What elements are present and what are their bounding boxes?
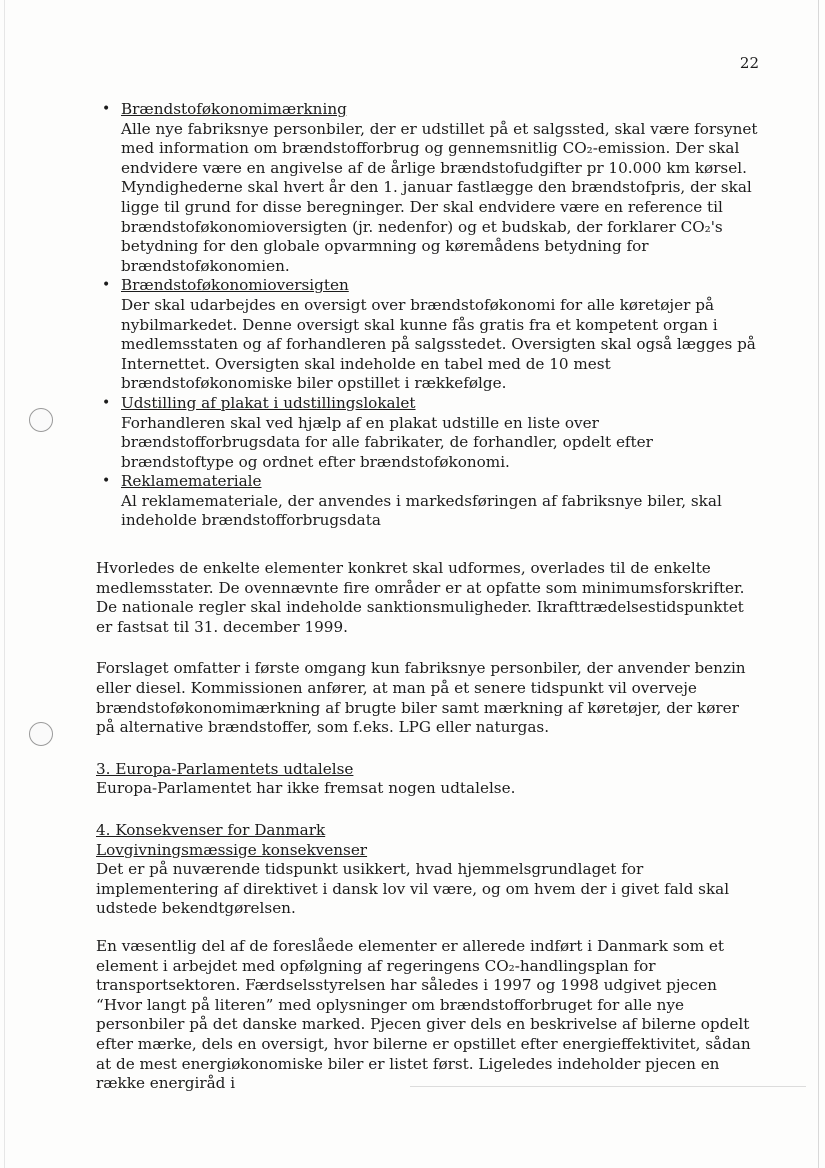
page-number: 22 (739, 54, 759, 72)
section-4 (96, 821, 760, 1094)
list-item (96, 100, 760, 276)
section-3 (96, 760, 760, 799)
bullet-icon: • (102, 277, 111, 294)
punch-hole-icon (29, 722, 53, 746)
section-heading: 3. Europa-Parlamentets udtalelse (96, 759, 354, 778)
bullet-body: Forhandleren skal ved hjælp af en plakat udstille en liste over brændstofforbrugsdata for alle fabrikater, de forhandler, opdelt efter brændstoftype og ordnet efter brændstoføkonomi. (121, 413, 653, 471)
section-heading: 4. Konsekvenser for Danmark (96, 821, 326, 839)
scan-edge-left (4, 0, 5, 1168)
document-body (96, 100, 760, 1094)
bullet-heading: Brændstoføkonomimærkning (121, 100, 347, 118)
paragraph: En væsentlig del af de foreslåede elementer er allerede indført i Danmark som et element i arbejdet med opfølgning af regeringens CO₂-handlingsplan for transportsektoren. Færdselsstyrelsen har således i 1997 og 1998 udgivet pjecen “Hvor langt på literen” med oplysninger om brændstofforbruget for alle nye personbiler på det danske marked. Pjecen giver dels en beskrivelse af bilerne opdelt efter mærke, dels en oversigt, hvor bilerne er opstillet efter energieffektivitet, sådan at de mest energiøkonomiske biler er listet først. Ligeledes indeholder pjecen en række energiråd i (96, 936, 751, 1093)
paragraph: Hvorledes de enkelte elementer konkret skal udformes, overlades til de enkelte medlemsstater. De ovennævnte fire områder er at opfatte som minimumsforskrifter. De nationale regler skal indeholde sanktionsmuligheder. Ikrafttrædelsestidspunktet er fastsat til 31. december 1999. (96, 559, 745, 636)
bullet-heading: Brændstoføkonomioversigten (121, 276, 349, 295)
bullet-icon: • (102, 473, 111, 490)
bullet-icon: • (102, 101, 111, 117)
list-item (96, 472, 760, 531)
bullet-heading: Reklamemateriale (121, 472, 262, 491)
bullet-list (96, 100, 760, 531)
list-item (96, 276, 760, 394)
list-item (96, 394, 760, 472)
bullet-heading: Udstilling af plakat i udstillingslokalet (121, 393, 416, 412)
paragraph: Forslaget omfatter i første omgang kun fabriksnye personbiler, der anvender benzin eller diesel. Kommissionen anfører, at man på et senere tidspunkt vil overveje brændstoføkonomimærkning af brugte biler samt mærkning af køretøjer, der kører på alternative brændstoffer, som f.eks. LPG eller naturgas. (96, 659, 746, 737)
bullet-icon: • (102, 394, 111, 411)
paragraph: Det er på nuværende tidspunkt usikkert, hvad hjemmelsgrundlaget for implementering af direktivet i dansk lov vil være, og om hvem der i givet fald skal udstede bekendtgørelsen. (96, 860, 730, 918)
bullet-body: Der skal udarbejdes en oversigt over brændstoføkonomi for alle køretøjer på nybilmarkedet. Denne oversigt skal kunne fås gratis fra et kompetent organ i medlemsstaten og af forhandleren på salgsstedet. Oversigten skal også lægges på Internettet. Oversigten skal indeholde en tabel med de 10 mest brændstoføkonomiske biler opstillet i rækkefølge. (121, 295, 756, 393)
bullet-body: Alle nye fabriksnye personbiler, der er udstillet på et salgssted, skal være forsynet med information om brændstofforbrug og gennemsnitlig CO₂-emission. Der skal endvidere være en angivelse af de årlige brændstofudgifter pr 10.000 km kørsel. Myndighederne skal hvert år den 1. januar fastlægge den brændstofpris, der skal ligge til grund for disse beregninger. Der skal endvidere være en reference til brændstoføkonomioversigten (jr. nedenfor) og et budskab, der forklarer CO₂'s betydning for den globale opvarmning og køremådens betydning for brændstoføkonomien. (121, 119, 758, 275)
paragraph: Europa-Parlamentet har ikke fremsat nogen udtalelse. (96, 779, 516, 798)
scan-edge-right (818, 0, 819, 1168)
bullet-body: Al reklamemateriale, der anvendes i markedsføringen af fabriksnye biler, skal indeholde brændstofforbrugsdata (121, 491, 722, 530)
punch-hole-icon (29, 408, 53, 432)
section-subheading: Lovgivningsmæssige konsekvenser (96, 840, 368, 859)
